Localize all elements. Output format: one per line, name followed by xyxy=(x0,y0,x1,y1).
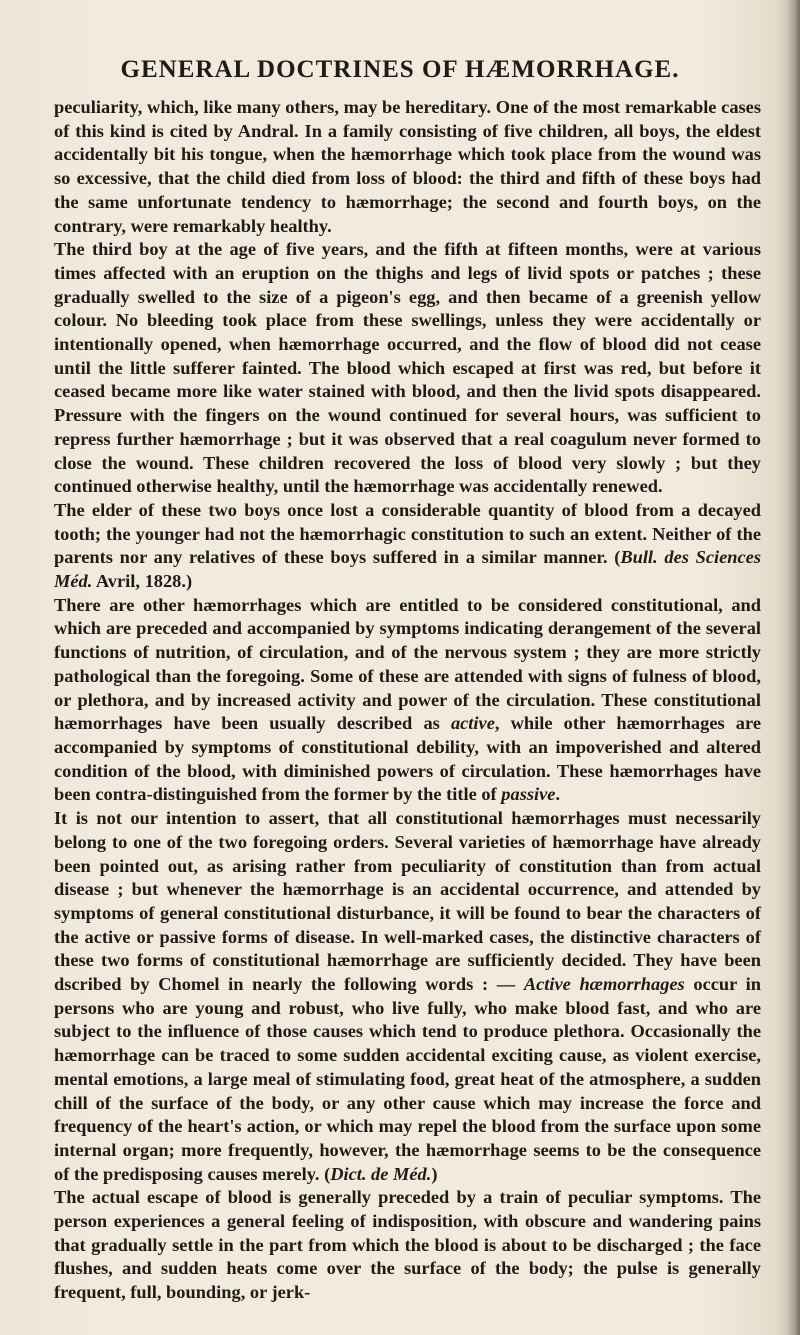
paragraph xyxy=(54,499,761,594)
text-run: The actual escape of blood is generally preceded by a train of peculiar symptoms. The person experiences a general feeling of indisposition, with obscure and wandering pains that gradually settle in the part from which the blood is about to be discharged ; the face flushes, and sudden heats come over the surface of the body; the pulse is generally frequent, full, bounding, or jerk- xyxy=(54,1187,761,1303)
text-run: Avril, 1828.) xyxy=(92,571,193,592)
text-run: The third boy at the age of five years, and the fifth at fifteen months, were at various times affected with an eruption on the thighs and legs of livid spots or patches ; these gradually swelled to the size of a pigeon's egg, and then became of a greenish yellow colour. No bleeding took place from these swellings, unless they were accidentally or intentionally opened, when hæmorrhage occurred, and the flow of blood did not cease until the little sufferer fainted. The blood which escaped at first was red, but before it ceased became more like water stained with blood, and then the livid spots disappeared. Pressure with the fingers on the wound continued for several hours, was sufficient to repress further hæmorrhage ; but it was observed that a real coagulum never formed to close the wound. These children recovered the loss of blood very slowly ; but they continued otherwise healthy, until the hæmorrhage was accidentally renewed. xyxy=(54,239,761,497)
italic-run: Dict. de Méd. xyxy=(330,1163,432,1184)
text-run: ) xyxy=(431,1163,438,1184)
running-head: GENERAL DOCTRINES OF HÆMORRHAGE. xyxy=(120,56,680,83)
text-run: There are other hæmorrhages which are entitled to be considered constitutional, and which are preceded and accompanied by symptoms indicating derangement of the several functions of nutrition, of circulation, and of the nervous system ; they are more strictly pathological than the foregoing. Some of these are attended with signs of fulness of blood, or plethora, and by increased activity and power of the circulation. These constitutional hæmorrhages have been usually described as xyxy=(54,594,761,734)
italic-run: Bull. des Sciences Méd. xyxy=(54,547,761,592)
paragraph xyxy=(54,1186,761,1305)
italic-run: active xyxy=(450,713,495,734)
text-run: It is not our intention to assert, that all constitutional hæmorrhages must necessarily belong to one of the two foregoing orders. Several varieties of hæmorrhage have already been pointed out, as arising rather from peculiarity of constitution than from actual disease ; but whenever the hæmorrhage is an accidental occurrence, and attended by symptoms of general constitutional disturbance, it will be found to bear the characters of the active or passive forms of disease. In well-marked cases, the distinctive characters of these two forms of constitutional hæmorrhage are sufficiently decided. They have been dscribed by Chomel in nearly the following words : — xyxy=(54,808,761,995)
text-run: . xyxy=(555,784,561,805)
page-edge-shadow xyxy=(786,0,800,1335)
paragraph xyxy=(54,594,761,807)
text-run: occur in persons who are young and robust, who live fully, who make blood fast, and who are subject to the influence of those causes which tend to produce plethora. Occasionally the hæmorrhage can be traced to some sudden accidental exciting cause, as violent exercise, mental emotions, a large meal of stimulating food, great heat of the atmosphere, a sudden chill of the surface of the body, or any other cause which may increase the force and frequency of the heart's action, or which may repel the blood from the surface upon some internal organ; more frequently, however, the hæmorrhage seems to be the consequence of the predisposing causes merely. ( xyxy=(54,974,761,1184)
italic-run: Active hæmorrhages xyxy=(523,974,685,995)
paragraph xyxy=(54,807,761,1186)
italic-run: passive xyxy=(501,784,556,805)
text-run: , while other hæmorrhages are accompanied by symptoms of constitutional debility, with an impoverished and altered condition of the blood, with diminished powers of circulation. These hæmorrhages have been contra-distinguished from the former by the title of xyxy=(54,713,761,805)
text-run: The elder of these two boys once lost a considerable quantity of blood from a decayed tooth; the younger had not the hæmorrhagic constitution to such an extent. Neither of the parents nor any relatives of these boys suffered in a similar manner. ( xyxy=(54,499,761,568)
paragraph xyxy=(54,96,761,238)
text-run: peculiarity, which, like many others, may be hereditary. One of the most remarkable cases of this kind is cited by Andral. In a family consisting of five children, all boys, the eldest accidentally bit his tongue, when the hæmorrhage which took place from the wound was so excessive, that the child died from loss of blood: the third and fifth of these boys had the same unfortunate tendency to hæmorrhage; the second and fourth boys, on the contrary, were remarkably healthy. xyxy=(54,97,761,236)
body-text xyxy=(54,96,761,1305)
paragraph xyxy=(54,238,761,499)
